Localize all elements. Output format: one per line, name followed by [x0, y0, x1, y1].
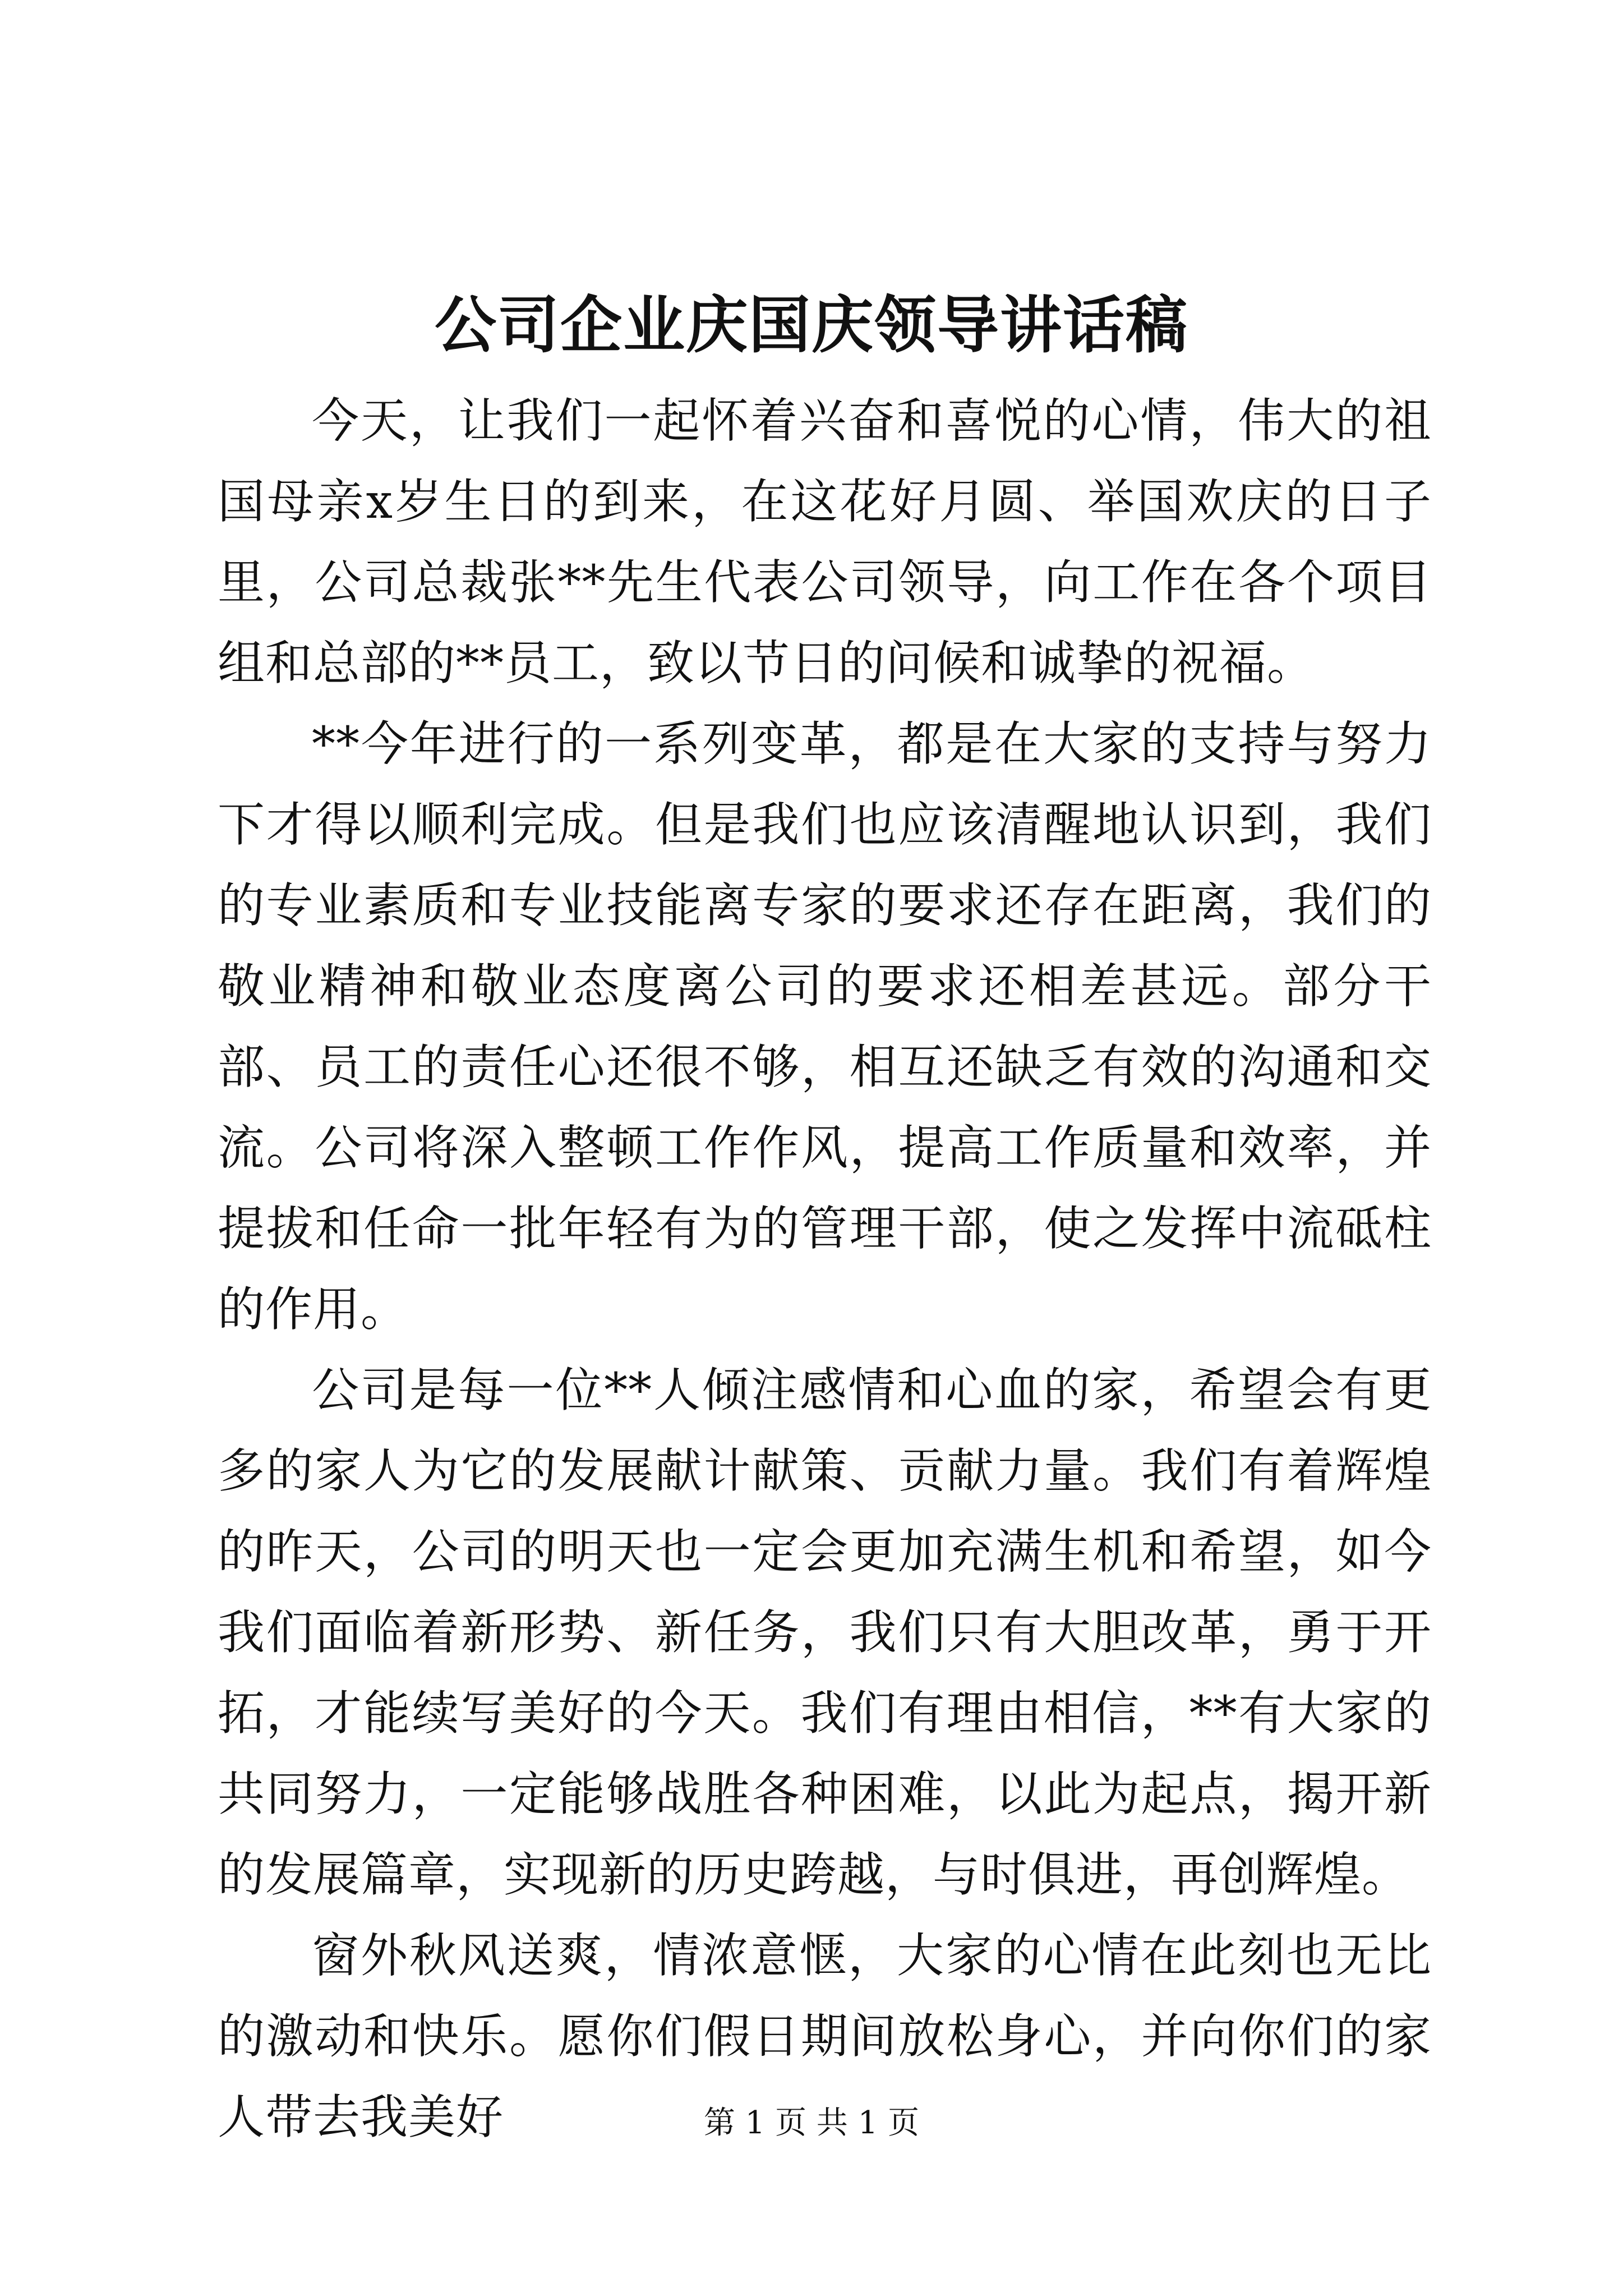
document-body — [218, 380, 1432, 2157]
document-title: 公司企业庆国庆领导讲话稿 — [435, 289, 1188, 361]
page-number-footer: 第 1 页 共 1 页 — [703, 2105, 920, 2141]
paragraph-1: 今天，让我们一起怀着兴奋和喜悦的心情，伟大的祖国母亲x岁生日的到来，在这花好月圆、举国欢庆的日子里，公司总裁张**先生代表公司领导，向工作在各个项目组和总部的**员工，致以节日的问候和诚挚的祝福。 — [218, 393, 1432, 691]
paragraph-2: **今年进行的一系列变革，都是在大家的支持与努力下才得以顺利完成。但是我们也应该清醒地认识到，我们的专业素质和专业技能离专家的要求还存在距离，我们的敬业精神和敬业态度离公司的要求还相差甚远。部分干部、员工的责任心还很不够，相互还缺乏有效的沟通和交流。公司将深入整顿工作作风，提高工作质量和效率，并提拔和任命一批年轻有为的管理干部，使之发挥中流砥柱的作用。 — [218, 716, 1432, 1337]
paragraph-3: 公司是每一位**人倾注感情和心血的家，希望会有更多的家人为它的发展献计献策、贡献力量。我们有着辉煌的昨天，公司的明天也一定会更加充满生机和希望，如今我们面临着新形势、新任务，我们只有大胆改革，勇于开拓，才能续写美好的今天。我们有理由相信，**有大家的共同努力，一定能够战胜各种困难，以此为起点，揭开新的发展篇章，实现新的历史跨越，与时俱进，再创辉煌。 — [218, 1363, 1432, 1902]
paragraph-4: 窗外秋风送爽，情浓意惬，大家的心情在此刻也无比的激动和快乐。愿你们假日期间放松身心，并向你们的家人带去我美好 — [218, 1928, 1432, 2145]
